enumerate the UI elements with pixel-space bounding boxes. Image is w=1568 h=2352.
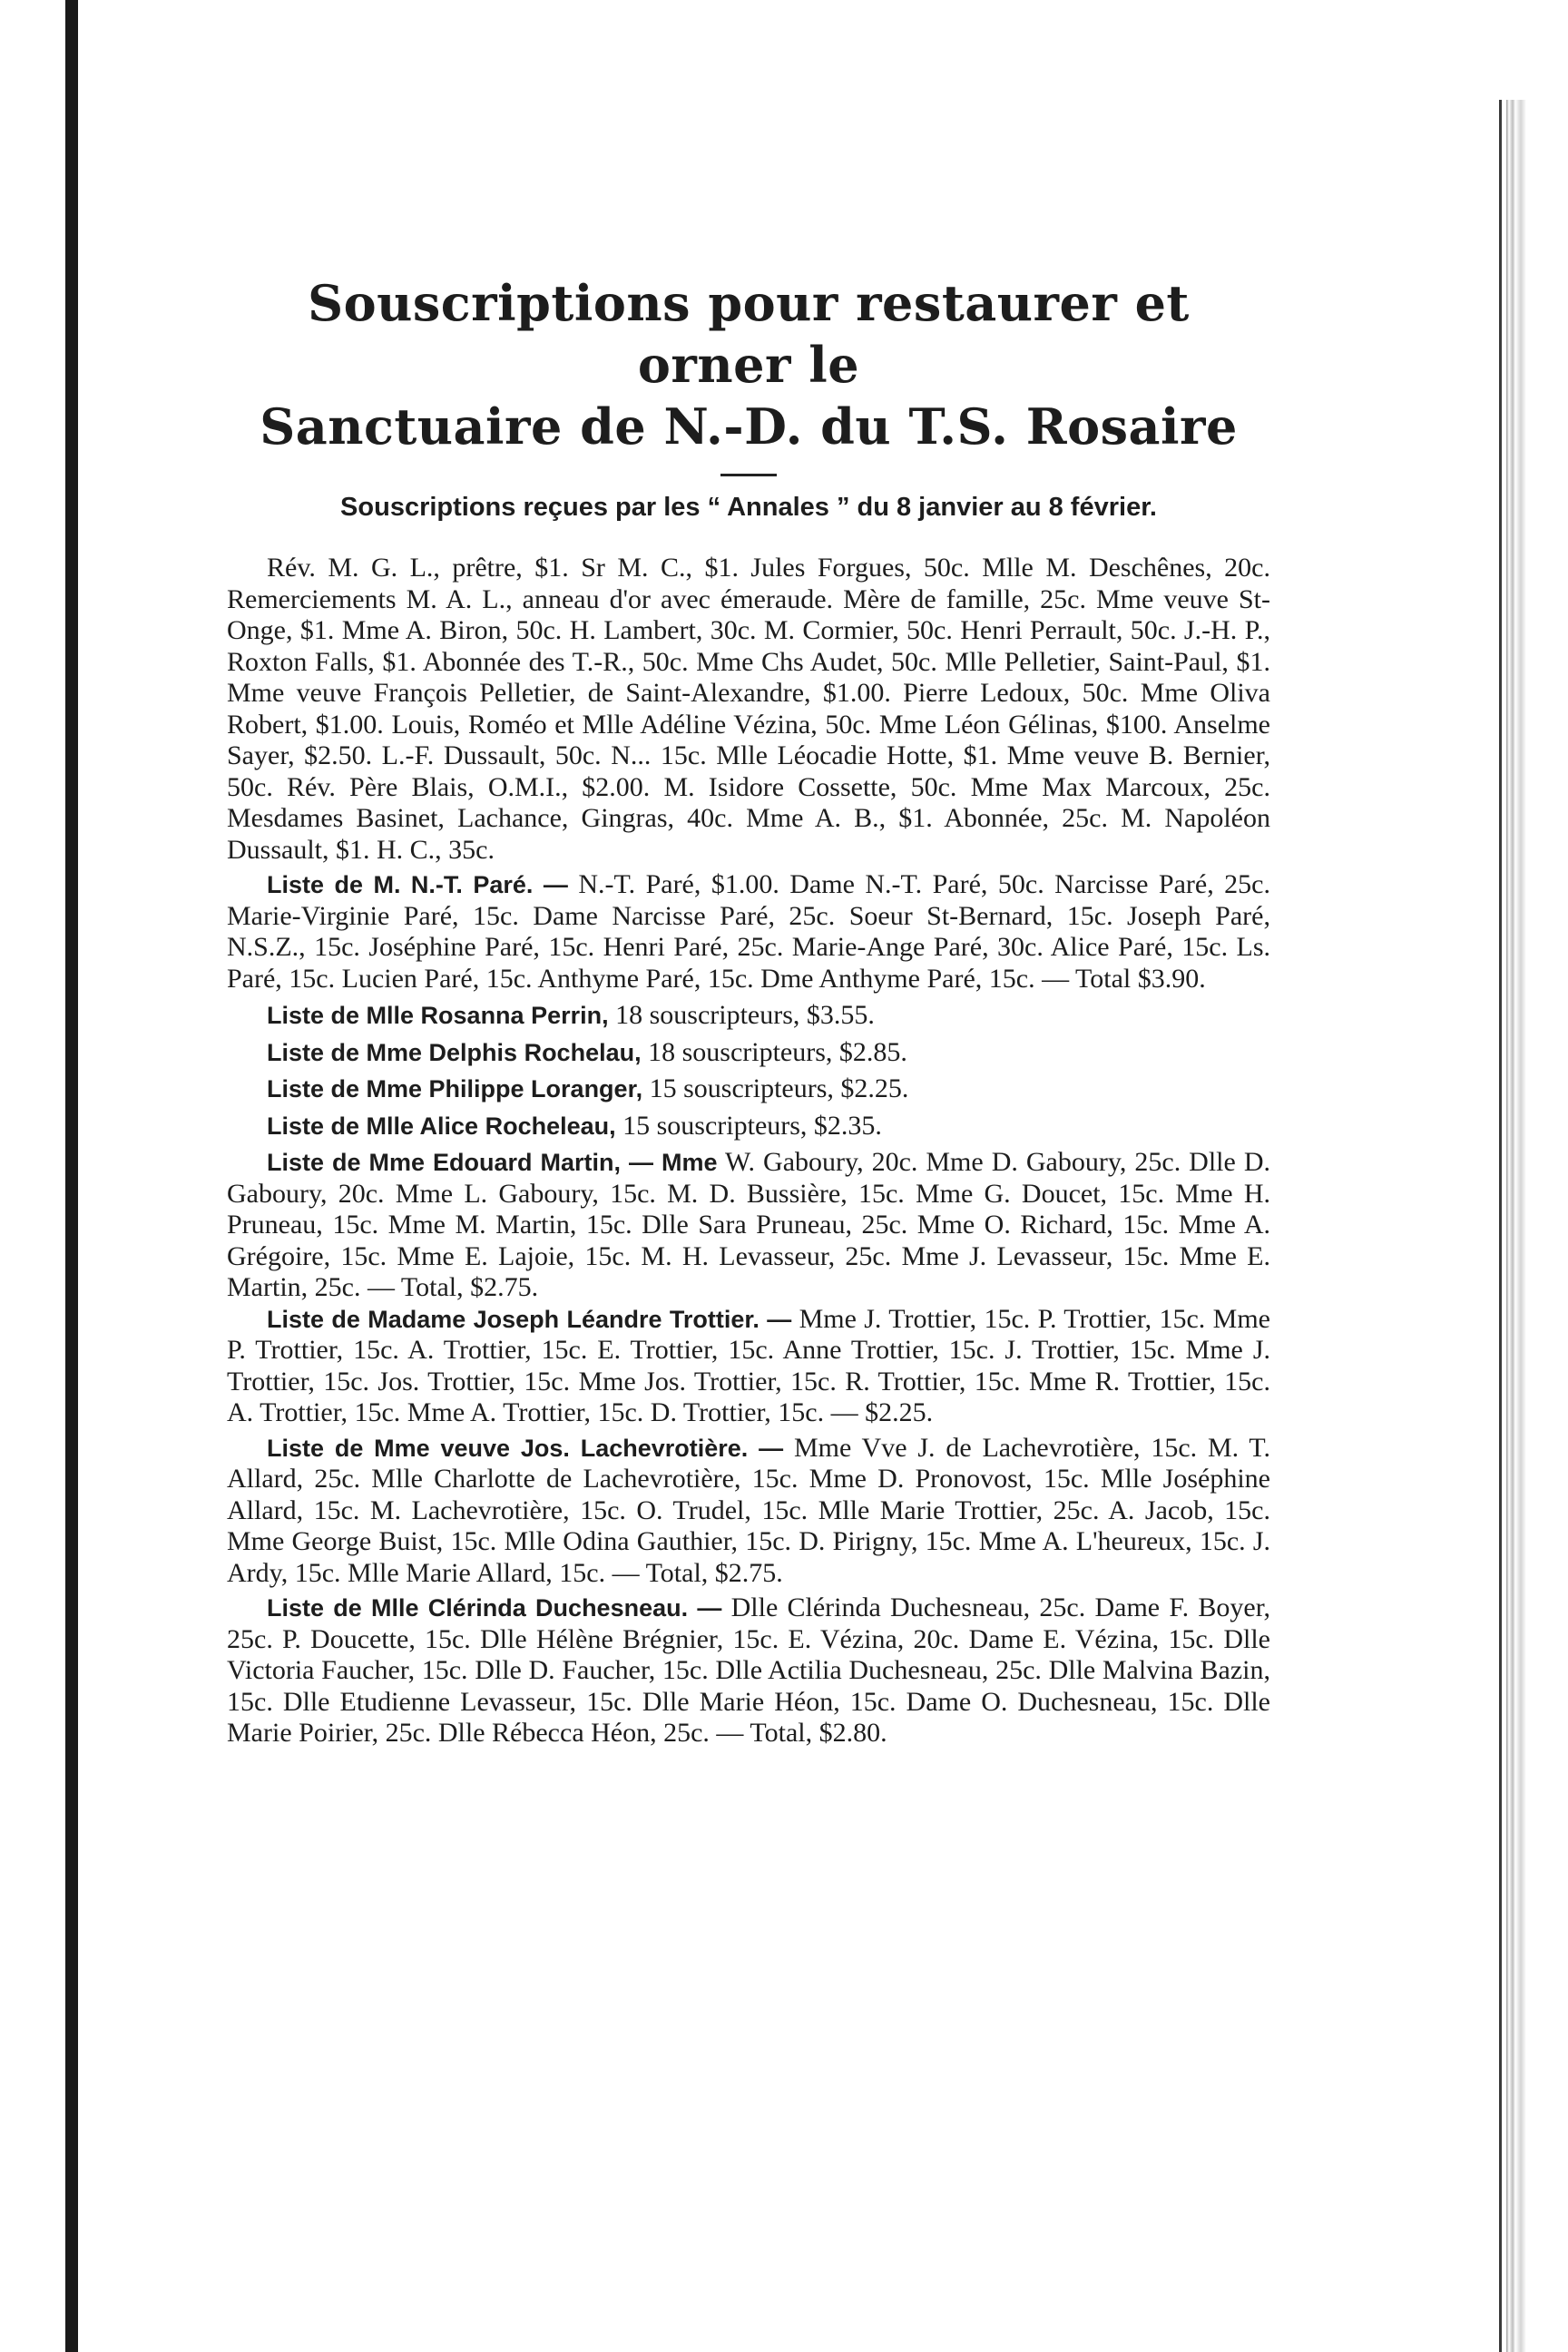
subscription-paragraph	[227, 553, 1270, 866]
subscription-list	[227, 553, 1270, 1749]
paragraph-text: 15 souscripteurs, $2.25.	[642, 1073, 909, 1103]
paragraph-lead: Liste de Madame Joseph Léandre Trottier. —	[267, 1305, 792, 1333]
paragraph-text: Dlle Clérinda Duchesneau, 25c. Dame F. Boyer, 25c. P. Doucette, 15c. Dlle Hélène Brégnier, 15c. E. Vézina, 20c. Dame E. Vézina, 15c. Dlle Victoria Faucher, 15c. Dlle D. Faucher, 15c. Dlle Actilia Duchesneau, 25c. Dlle Malvina Bazin, 15c. Dlle Etudienne Levasseur, 15c. Dlle Marie Héon, 15c. Dame O. Duchesneau, 15c. Dlle Marie Poirier, 25c. Dlle Rébecca Héon, 25c. — Total, $2.80.	[227, 1592, 1270, 1748]
paragraph-lead: Liste de Mlle Clérinda Duchesneau. —	[267, 1594, 722, 1622]
paragraph-text: Rév. M. G. L., prêtre, $1. Sr M. C., $1. Jules Forgues, 50c. Mlle M. Deschênes, 20c. Remerciements M. A. L., anneau d'or avec émeraude. Mère de famille, 25c. Mme veuve St-Onge, $1. Mme A. Biron, 50c. H. Lambert, 30c. M. Cormier, 50c. Henri Perrault, 50c. J.-H. P., Roxton Falls, $1. Abonnée des T.-R., 50c. Mme Chs Audet, 50c. Mlle Pelletier, Saint-Paul, $1. Mme veuve François Pelletier, de Saint-Alexandre, $1.00. Pierre Ledoux, 50c. Mme Oliva Robert, $1.00. Louis, Roméo et Mlle Adéline Vézina, 50c. Mme Léon Gélinas, $100. Anselme Sayer, $2.50. L.-F. Dussault, 50c. N... 15c. Mlle Léocadie Hotte, $1. Mme veuve B. Bernier, 50c. Rév. Père Blais, O.M.I., $2.00. M. Isidore Cossette, 50c. Mme Max Marcoux, 25c. Mesdames Basinet, Lachance, Gingras, 40c. Mme A. B., $1. Abonnée, 25c. M. Napoléon Dussault, $1. H. C., 35c.	[227, 553, 1270, 865]
paragraph-lead: Liste de Mme Philippe Loranger,	[267, 1075, 643, 1102]
paragraph-lead: Liste de Mlle Alice Rocheleau,	[267, 1112, 616, 1140]
scan-left-border	[65, 0, 78, 2352]
document-page	[227, 272, 1270, 1749]
paragraph-text: N.-T. Paré, $1.00. Dame N.-T. Paré, 50c. Narcisse Paré, 25c. Marie-Virginie Paré, 15c. Dame Narcisse Paré, 25c. Soeur St-Bernard, 15c. Joseph Paré, N.S.Z., 15c. Joséphine Paré, 15c. Henri Paré, 25c. Marie-Ange Paré, 30c. Alice Paré, 15c. Ls. Paré, 15c. Lucien Paré, 15c. Anthyme Paré, 15c. Dme Anthyme Paré, 15c. — Total $3.90.	[227, 869, 1270, 994]
paragraph-text: 15 souscripteurs, $2.35.	[615, 1110, 882, 1141]
subscription-paragraph	[227, 1592, 1270, 1749]
scan-page-edge	[1499, 100, 1568, 2352]
subscription-paragraph	[227, 1147, 1270, 1304]
paragraph-lead: Liste de Mme veuve Jos. Lachevrotière. —	[267, 1434, 784, 1462]
title-divider	[720, 474, 777, 476]
subscription-paragraph	[227, 1037, 1270, 1069]
subscription-paragraph	[227, 1304, 1270, 1429]
paragraph-text: W. Gaboury, 20c. Mme D. Gaboury, 25c. Dlle D. Gaboury, 20c. Mme L. Gaboury, 15c. M. D. Bussière, 15c. Mme G. Doucet, 15c. Mme H. Pruneau, 15c. Mme M. Martin, 15c. Dlle Sara Pruneau, 25c. Mme O. Richard, 15c. Mme A. Grégoire, 15c. Mme E. Lajoie, 15c. M. H. Levasseur, 25c. Mme J. Levasseur, 15c. Mme E. Martin, 25c. — Total, $2.75.	[227, 1147, 1270, 1302]
subscription-paragraph	[227, 1073, 1270, 1105]
subscription-paragraph	[227, 1111, 1270, 1142]
paragraph-lead: Liste de Mme Edouard Martin, — Mme	[267, 1149, 718, 1176]
page-title	[227, 272, 1270, 457]
paragraph-lead: Liste de Mme Delphis Rochelau,	[267, 1038, 642, 1066]
title-line-2: Sanctuaire de N.-D. du T.S. Rosaire	[260, 397, 1238, 456]
paragraph-lead: Liste de M. N.-T. Paré. —	[267, 871, 568, 898]
paragraph-text: Mme J. Trottier, 15c. P. Trottier, 15c. Mme P. Trottier, 15c. A. Trottier, 15c. E. Trottier, 15c. Anne Trottier, 15c. J. Trottier, 15c. Mme J. Trottier, 15c. Jos. Trottier, 15c. Mme Jos. Trottier, 15c. R. Trottier, 15c. Mme R. Trottier, 15c. A. Trottier, 15c. Mme A. Trottier, 15c. D. Trottier, 15c. — $2.25.	[227, 1303, 1270, 1427]
paragraph-text: Mme Vve J. de Lachevrotière, 15c. M. T. Allard, 25c. Mlle Charlotte de Lachevrotière, 15c. Mme D. Pronovost, 15c. Mlle Joséphine Allard, 15c. M. Lachevrotière, 15c. O. Trudel, 15c. Mlle Marie Trottier, 25c. A. Jacob, 15c. Mme George Buist, 15c. Mlle Odina Gauthier, 15c. D. Pirigny, 15c. Mme A. L'heureux, 15c. J. Ardy, 15c. Mlle Marie Allard, 15c. — Total, $2.75.	[227, 1432, 1271, 1588]
title-line-1: Souscriptions pour restaurer et orner le	[308, 274, 1190, 394]
subscription-paragraph	[227, 869, 1270, 995]
subscription-paragraph	[227, 1000, 1270, 1032]
paragraph-text: 18 souscripteurs, $3.55.	[608, 1000, 875, 1030]
subtitle: Souscriptions reçues par les “ Annales ” du 8 janvier au 8 février.	[340, 493, 1157, 522]
paragraph-text: 18 souscripteurs, $2.85.	[641, 1036, 907, 1067]
paragraph-lead: Liste de Mlle Rosanna Perrin,	[267, 1002, 609, 1029]
subscription-paragraph	[227, 1433, 1270, 1590]
